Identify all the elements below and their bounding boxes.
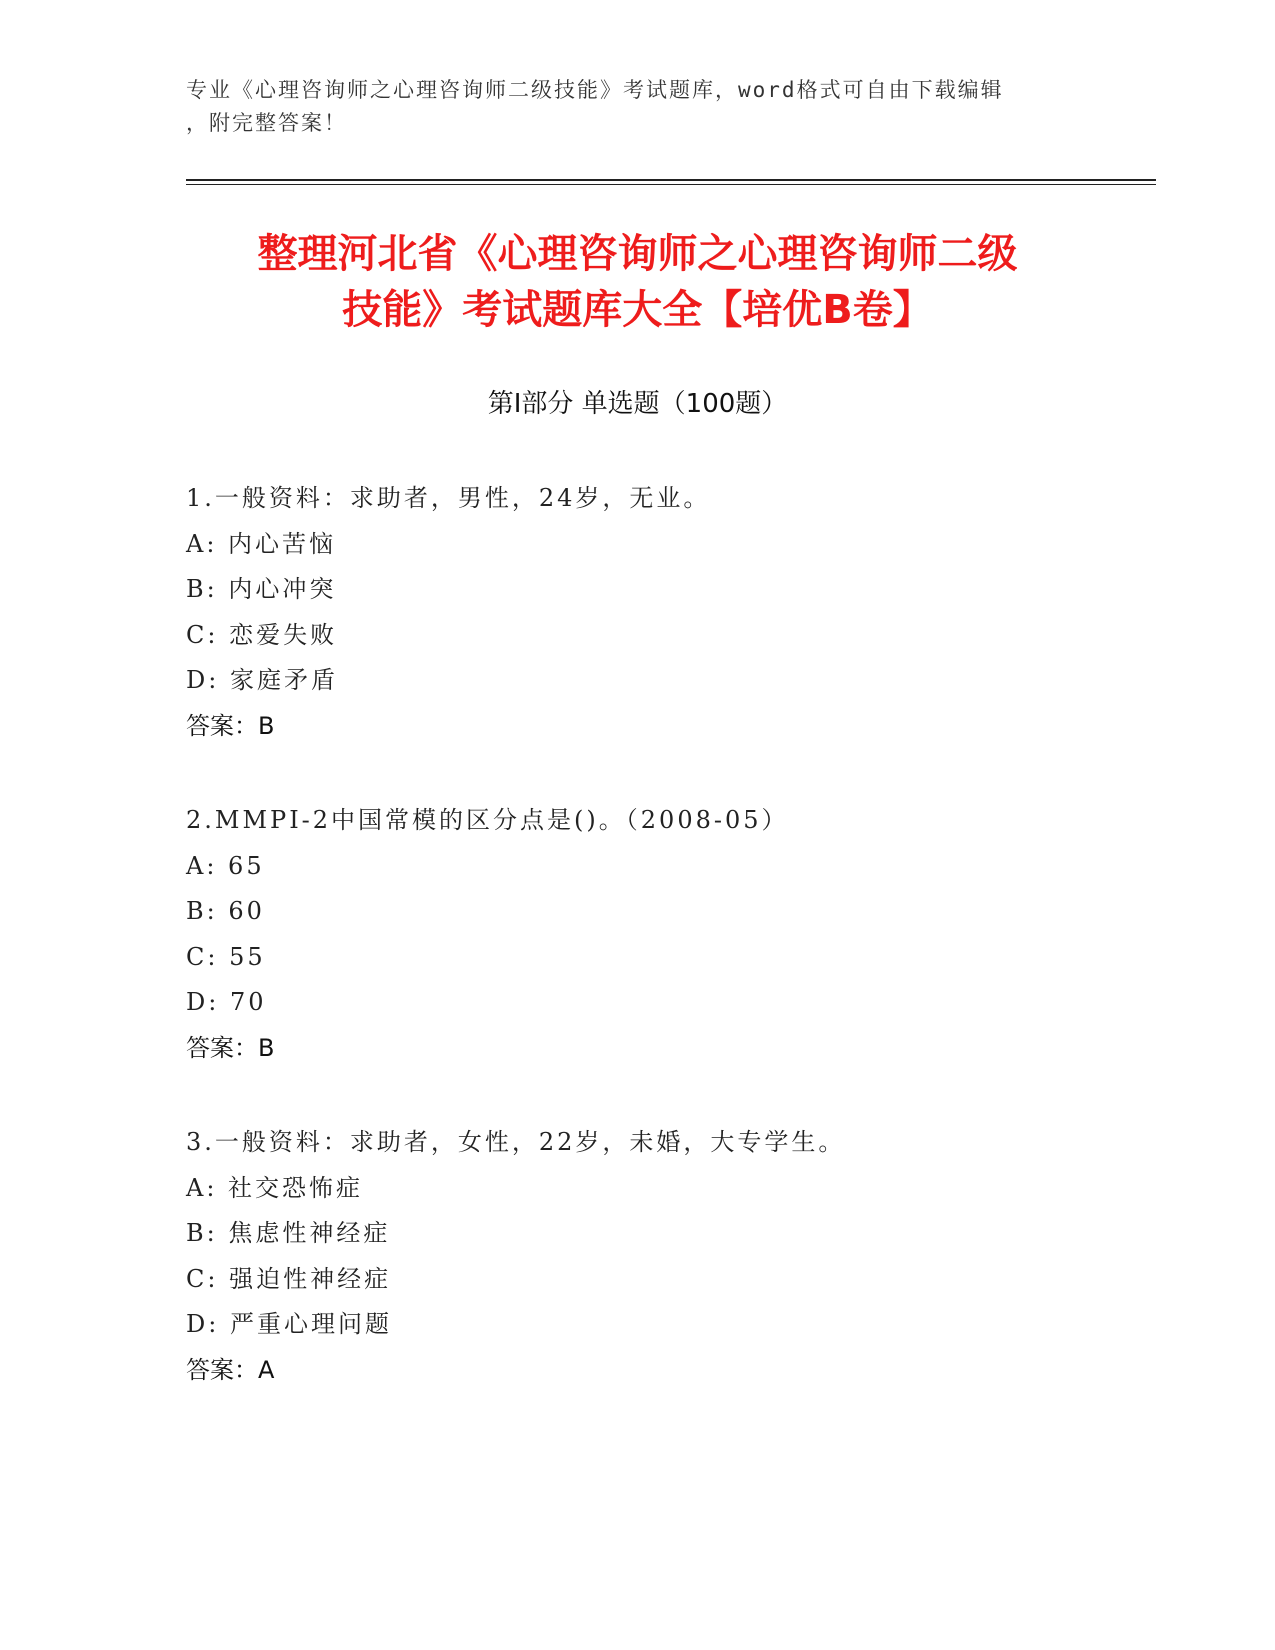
answer-line: 答案：B bbox=[186, 1033, 275, 1062]
question-3 bbox=[186, 1120, 1146, 1393]
header-note bbox=[186, 74, 1066, 140]
section-heading: 第Ⅰ部分 单选题（100题） bbox=[487, 389, 788, 419]
question-2 bbox=[186, 798, 1146, 1071]
option-d: D: 70 bbox=[186, 988, 267, 1016]
option-a: A: 65 bbox=[186, 851, 265, 880]
option-d: D: 严重心理问题 bbox=[186, 1310, 392, 1338]
option-b: B: 内心冲突 bbox=[186, 575, 337, 603]
option-c: C: 强迫性神经症 bbox=[186, 1264, 392, 1293]
option-d: D: 家庭矛盾 bbox=[186, 666, 338, 694]
answer-line: 答案：B bbox=[186, 711, 275, 740]
header-note-line-1: 专业《心理咨询师之心理咨询师二级技能》考试题库，word格式可自由下载编辑 bbox=[186, 78, 1004, 102]
option-c: C: 55 bbox=[186, 942, 266, 971]
question-stem: 1.一般资料：求助者，男性，24岁，无业。 bbox=[186, 484, 711, 512]
header-divider-thick bbox=[186, 179, 1156, 181]
option-a: A: 社交恐怖症 bbox=[186, 1173, 364, 1202]
option-b: B: 焦虑性神经症 bbox=[186, 1219, 391, 1247]
header-divider-thin bbox=[186, 184, 1156, 185]
header-note-line-2: ，附完整答案！ bbox=[186, 111, 347, 135]
question-stem: 3.一般资料：求助者，女性，22岁，未婚，大专学生。 bbox=[186, 1128, 846, 1156]
option-a: A: 内心苦恼 bbox=[186, 529, 337, 558]
document-title-line-1: 整理河北省《心理咨询师之心理咨询师二级 bbox=[257, 231, 1018, 277]
document-title-line-2: 技能》考试题库大全【培优B卷】 bbox=[342, 287, 933, 333]
option-c: C: 恋爱失败 bbox=[186, 620, 338, 649]
answer-line: 答案：A bbox=[186, 1355, 275, 1384]
option-b: B: 60 bbox=[186, 897, 265, 925]
document-title bbox=[150, 226, 1125, 338]
question-1 bbox=[186, 476, 1146, 749]
question-list bbox=[186, 476, 1146, 1442]
question-stem: 2.MMPI-2中国常模的区分点是()。（2008-05） bbox=[186, 806, 789, 834]
